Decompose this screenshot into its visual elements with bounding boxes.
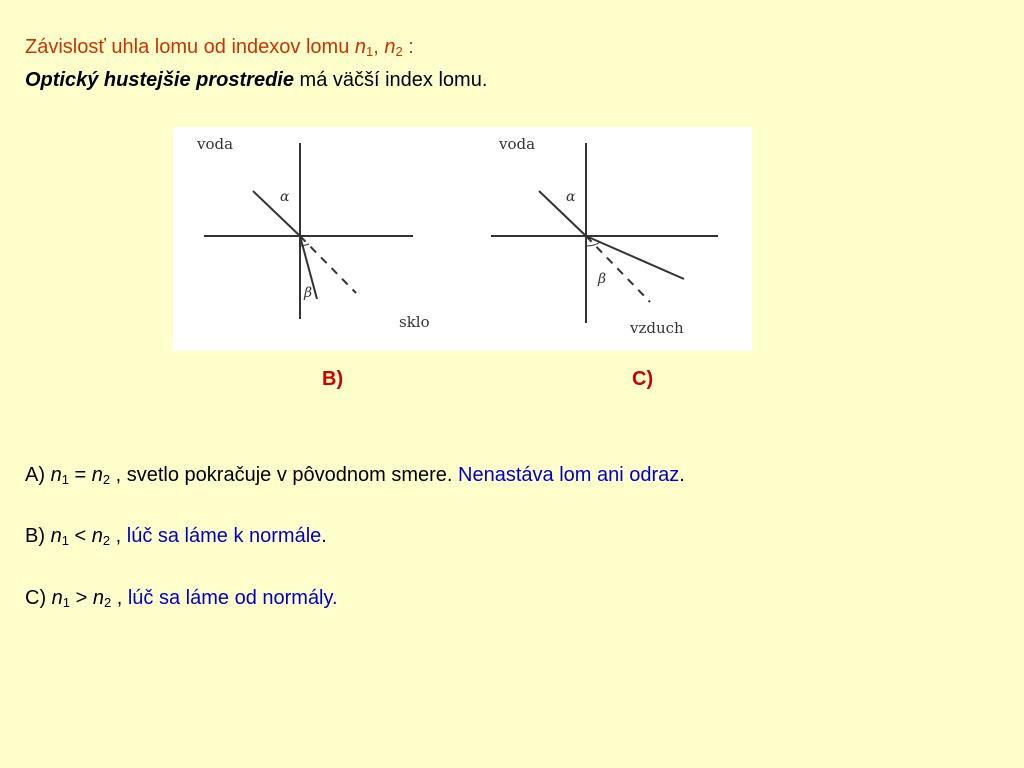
refraction-figure [173, 127, 752, 351]
heading-line-2 [25, 66, 487, 94]
statement-end: . [321, 525, 327, 547]
beta-label: β [304, 285, 313, 301]
medium-label-voda: voda [197, 135, 234, 153]
subscript-1: 1 [366, 44, 374, 59]
operator: < [68, 525, 92, 547]
statement-highlight: lúč sa láme k normále [126, 525, 322, 547]
subscript-2: 2 [103, 595, 112, 610]
operator: > [70, 587, 93, 609]
statement-text: , svetlo pokračuje v pôvodnom smere. [110, 464, 459, 486]
symbol-n: n [50, 464, 62, 486]
subscript-1: 1 [62, 595, 71, 610]
statement-text: , [111, 587, 128, 609]
subscript-1: 1 [61, 472, 69, 487]
subscript-1: 1 [61, 533, 69, 548]
statement-prefix: C) [25, 587, 52, 609]
symbol-n: n [91, 464, 103, 486]
figure-label-c: C) [632, 368, 654, 390]
alpha-label: α [280, 189, 290, 205]
heading-title: Závislosť uhla lomu od indexov lomu [25, 36, 355, 58]
subscript-2: 2 [102, 472, 111, 487]
statement-b [25, 523, 327, 554]
heading-bold-text: Optický hustejšie prostredie [25, 69, 294, 91]
statement-highlight: Nenastáva lom ani odraz [458, 464, 680, 486]
symbol-n: n [51, 587, 63, 609]
alpha-label: α [566, 189, 576, 205]
symbol-n: n [354, 36, 367, 58]
statement-end: . [679, 464, 685, 486]
statement-highlight: lúč sa láme od normály. [127, 587, 338, 609]
comma: , [373, 36, 385, 58]
beta-label: β [598, 271, 607, 287]
colon: : [402, 36, 414, 58]
figure-label-b: B) [322, 368, 344, 390]
subscript-2: 2 [102, 533, 111, 548]
diagram-water-air [491, 143, 718, 323]
symbol-n: n [384, 36, 396, 58]
statement-a [25, 462, 685, 493]
heading-line-1 [25, 33, 487, 66]
medium-label-voda: voda [499, 135, 536, 153]
statement-prefix: B) [25, 525, 51, 547]
heading-rest-text: má väčší index lomu. [293, 69, 488, 91]
incident-ray [253, 191, 300, 236]
statement-text: , [110, 525, 127, 547]
incident-ray [539, 191, 586, 236]
operator: = [68, 464, 92, 486]
medium-label-sklo: sklo [399, 313, 430, 331]
refraction-diagrams [173, 127, 752, 351]
statement-prefix: A) [25, 464, 51, 486]
angle-arc [586, 242, 600, 246]
statement-c [25, 585, 338, 616]
symbol-n: n [91, 525, 103, 547]
symbol-n: n [92, 587, 104, 609]
symbol-n: n [50, 525, 62, 547]
heading [25, 33, 487, 94]
medium-label-vzduch: vzduch [630, 319, 684, 337]
subscript-2: 2 [395, 44, 403, 59]
extension-ray [586, 236, 650, 302]
